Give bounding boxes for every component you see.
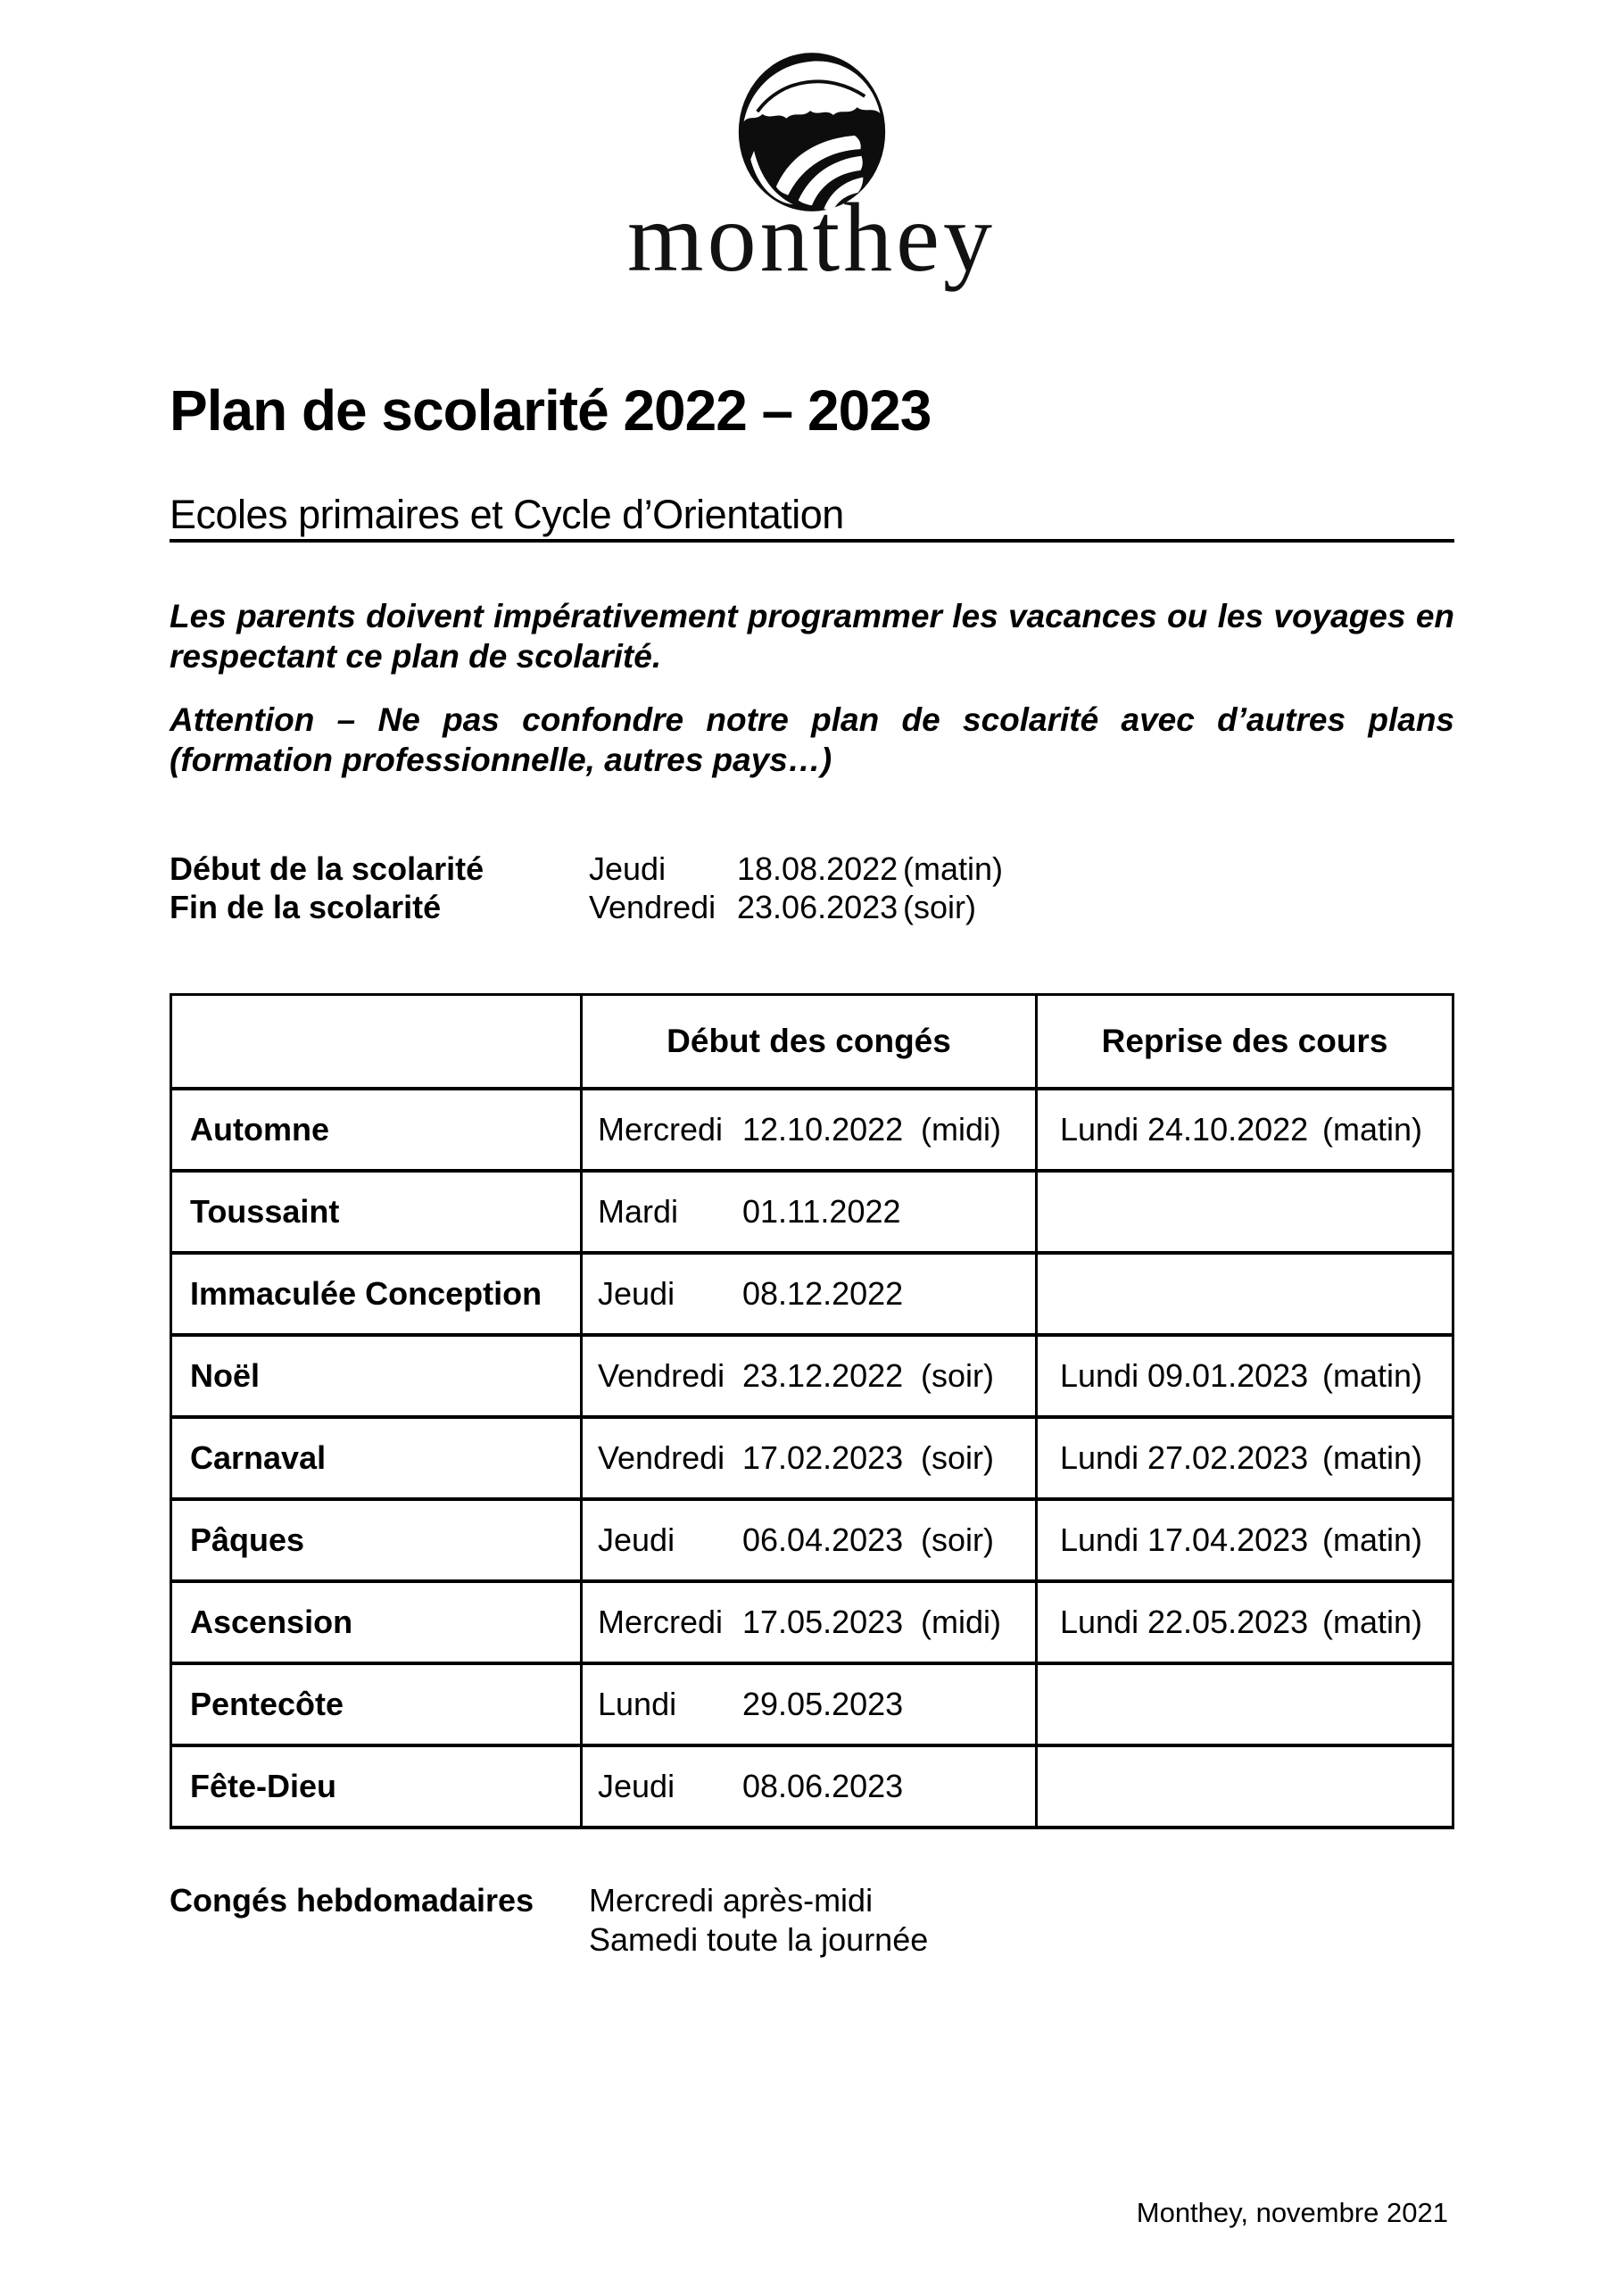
start-day: Lundi <box>598 1686 677 1722</box>
holiday-name: Fête-Dieu <box>171 1745 582 1828</box>
start-period: (midi) <box>921 1604 1001 1640</box>
school-end-period: (soir) <box>903 889 976 925</box>
weekly-days-off <box>170 1881 1454 1960</box>
resume-day: Lundi <box>1060 1111 1139 1148</box>
subtitle-rule <box>170 539 1454 543</box>
start-period: (soir) <box>921 1521 994 1558</box>
notice-parents: Les parents doivent impérativement programmer les vacances ou les voyages en respectant ce plan de scolarité. <box>170 598 1454 676</box>
resume-day: Lundi <box>1060 1604 1139 1640</box>
start-day: Jeudi <box>598 1521 675 1558</box>
header-holiday-name <box>171 995 582 1090</box>
table-row <box>171 1253 1453 1335</box>
start-day: Mardi <box>598 1193 679 1230</box>
page-subtitle: Ecoles primaires et Cycle d’Orientation <box>170 492 844 537</box>
resume-day: Lundi <box>1060 1439 1139 1476</box>
resume-date: 22.05.2023 <box>1147 1604 1309 1640</box>
resume-period: (matin) <box>1322 1604 1423 1640</box>
start-date: 17.05.2023 <box>742 1604 904 1640</box>
school-start-label: Début de la scolarité <box>170 850 484 887</box>
resume-date: 17.04.2023 <box>1147 1521 1309 1558</box>
start-day: Vendredi <box>598 1439 725 1476</box>
start-period: (midi) <box>921 1111 1001 1148</box>
holidays-table <box>170 993 1454 1829</box>
holiday-name: Pâques <box>171 1499 582 1581</box>
start-day: Mercredi <box>598 1111 724 1148</box>
holiday-name: Pentecôte <box>171 1663 582 1745</box>
resume-date: 09.01.2023 <box>1147 1357 1309 1394</box>
notice-attention: Attention – Ne pas confondre notre plan de scolarité avec d’autres plans (formation professionnelle, autres pays…) <box>170 701 1454 779</box>
header-start: Début des congés <box>582 995 1037 1090</box>
start-period: (soir) <box>921 1439 994 1476</box>
start-day: Jeudi <box>598 1768 675 1804</box>
start-date: 06.04.2023 <box>742 1521 904 1558</box>
header-resume: Reprise des cours <box>1037 995 1453 1090</box>
school-year-block <box>170 850 1454 926</box>
weekly-values <box>589 1881 1454 1960</box>
resume-period: (matin) <box>1322 1111 1423 1148</box>
start-day: Mercredi <box>598 1604 724 1640</box>
school-year-start-row <box>170 850 1454 888</box>
logo <box>0 50 1623 292</box>
resume-day: Lundi <box>1060 1357 1139 1394</box>
holiday-name: Carnaval <box>171 1417 582 1499</box>
start-date: 01.11.2022 <box>742 1193 901 1230</box>
table-row <box>171 1417 1453 1499</box>
weekly-line: Mercredi après-midi <box>589 1882 874 1919</box>
holiday-name: Automne <box>171 1089 582 1171</box>
weekly-label: Congés hebdomadaires <box>170 1882 534 1919</box>
holiday-name: Ascension <box>171 1581 582 1663</box>
table-row <box>171 1663 1453 1745</box>
start-day: Jeudi <box>598 1275 675 1312</box>
footer-place-date: Monthey, novembre 2021 <box>1136 2197 1448 2228</box>
resume-date: 24.10.2022 <box>1147 1111 1309 1148</box>
start-day: Vendredi <box>598 1357 725 1394</box>
school-year-end-row <box>170 888 1454 926</box>
table-row <box>171 1335 1453 1417</box>
school-end-day: Vendredi <box>589 889 716 925</box>
start-date: 08.06.2023 <box>742 1768 904 1804</box>
resume-period: (matin) <box>1322 1357 1423 1394</box>
logo-wordmark: monthey <box>627 183 996 292</box>
holiday-name: Toussaint <box>171 1171 582 1253</box>
start-date: 17.02.2023 <box>742 1439 904 1476</box>
table-row <box>171 1171 1453 1253</box>
resume-day: Lundi <box>1060 1521 1139 1558</box>
start-date: 08.12.2022 <box>742 1275 904 1312</box>
school-start-day: Jeudi <box>589 850 667 887</box>
start-date: 29.05.2023 <box>742 1686 904 1722</box>
table-row <box>171 1745 1453 1828</box>
holiday-name: Noël <box>171 1335 582 1417</box>
resume-period: (matin) <box>1322 1521 1423 1558</box>
school-end-label: Fin de la scolarité <box>170 889 442 925</box>
resume-date: 27.02.2023 <box>1147 1439 1309 1476</box>
table-row <box>171 1499 1453 1581</box>
table-row <box>171 1581 1453 1663</box>
start-date: 12.10.2022 <box>742 1111 904 1148</box>
weekly-line: Samedi toute la journée <box>589 1921 929 1958</box>
page-title: Plan de scolarité 2022 – 2023 <box>170 378 932 443</box>
start-period: (soir) <box>921 1357 994 1394</box>
table-row <box>171 1089 1453 1171</box>
start-date: 23.12.2022 <box>742 1357 904 1394</box>
holiday-name: Immaculée Conception <box>171 1253 582 1335</box>
school-start-date: 18.08.2022 <box>737 850 898 887</box>
school-end-date: 23.06.2023 <box>737 889 898 925</box>
school-start-period: (matin) <box>903 850 1004 887</box>
table-header-row <box>171 995 1453 1090</box>
notices <box>170 596 1454 781</box>
resume-period: (matin) <box>1322 1439 1423 1476</box>
